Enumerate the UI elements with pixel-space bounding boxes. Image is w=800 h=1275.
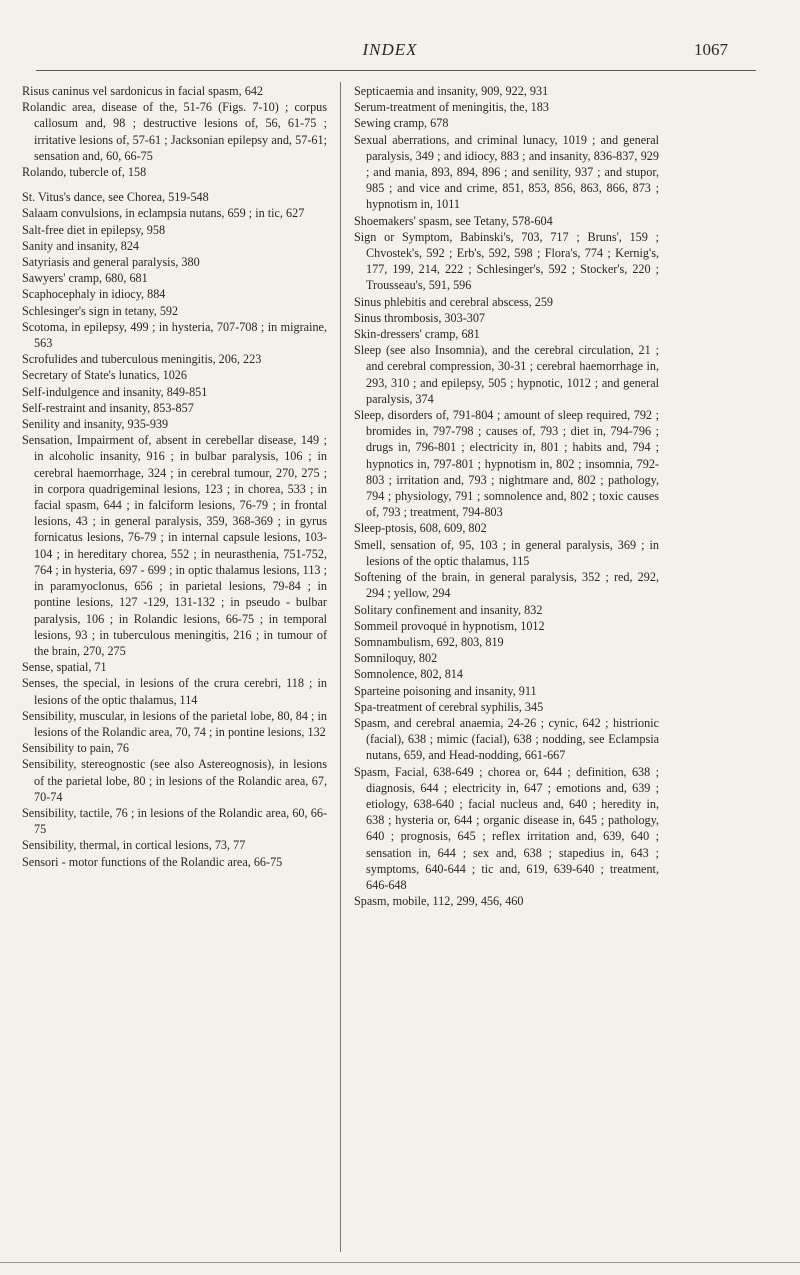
index-entry: Sinus thrombosis, 303-307	[354, 310, 486, 325]
index-entry: Sensibility, muscular, in lesions of the parietal lobe, 80, 84 ; in lesions of the Rolandic area, 70, 74 ; in pontine lesions, 132	[22, 708, 327, 739]
index-entry: Sparteine poisoning and insanity, 911	[354, 683, 537, 698]
bottom-rule	[0, 1262, 800, 1263]
index-entry: Risus caninus vel sardonicus in facial spasm, 642	[22, 84, 264, 98]
index-entry: Sleep-ptosis, 608, 609, 802	[354, 521, 487, 536]
left-index-column	[22, 83, 327, 870]
index-entry: Sleep, disorders of, 791-804 ; amount of sleep required, 792 ; bromides in, 797-798 ; causes of, 793 ; diet in, 794-796 ; drugs in, 796-801 ; electricity in, 801 ; habits and, 794 ; hypnotics in, 797-801 ; hypnotism in, 802 ; insomnia, 792-803 ; irritation and, 793 ; nightmare and, 802 ; pathology, 794 ; physiology, 791 ; somnolence and, 802 ; toxic causes of, 793 ; treatment, 794-803	[354, 408, 659, 520]
index-entry: Rolandic area, disease of the, 51-76 (Figs. 7-10) ; corpus callosum and, 98 ; destructive lesions of, 56, 61-75 ; irritative lesions of, 57-61 ; Jacksonian epilepsy and, 57-61; sensation and, 60, 66-75	[22, 100, 327, 163]
index-entry: Sense, spatial, 71	[22, 660, 107, 675]
index-entry: Skin-dressers' cramp, 681	[354, 327, 480, 342]
index-entry: Self-indulgence and insanity, 849-851	[22, 384, 208, 399]
index-entry: Scrofulides and tuberculous meningitis, 206, 223	[22, 352, 262, 367]
index-entry: Septicaemia and insanity, 909, 922, 931	[354, 84, 549, 98]
header-rule	[36, 70, 756, 71]
index-entry: Serum-treatment of meningitis, the, 183	[354, 100, 549, 115]
index-entry: Scaphocephaly in idiocy, 884	[22, 287, 166, 302]
index-entry: Sign or Symptom, Babinski's, 703, 717 ; Bruns', 159 ; Chvostek's, 592 ; Erb's, 592, 598 ; Flora's, 774 ; Kernig's, 177, 199, 214, 222 ; Schlesinger's, 592 ; Stocker's, 220 ; Trousseau's, 591, 596	[354, 229, 659, 293]
index-entry: Spasm, and cerebral anaemia, 24-26 ; cynic, 642 ; histrionic (facial), 638 ; mimic (facial), 638 ; nodding, see Eclampsia nutans, 659, and Head-nodding, 661-667	[354, 715, 659, 763]
index-entry: Sommeil provoqué in hypnotism, 1012	[354, 618, 545, 633]
index-entry: Sewing cramp, 678	[354, 116, 449, 131]
index-entry: Sinus phlebitis and cerebral abscess, 259	[354, 294, 554, 309]
index-entry: Spasm, mobile, 112, 299, 456, 460	[354, 894, 524, 909]
page-number: 1067	[694, 40, 728, 59]
index-entry: Somniloquy, 802	[354, 651, 438, 666]
index-entry: Sensibility to pain, 76	[22, 741, 129, 756]
index-entry: Somnolence, 802, 814	[354, 667, 463, 682]
index-entry: St. Vitus's dance, see Chorea, 519-548	[22, 190, 209, 205]
right-index-column	[354, 83, 659, 909]
index-entry: Schlesinger's sign in tetany, 592	[22, 303, 179, 318]
index-entry: Sensori - motor functions of the Rolandic area, 66-75	[22, 854, 283, 869]
index-entry: Self-restraint and insanity, 853-857	[22, 400, 194, 415]
index-entry: Salaam convulsions, in eclampsia nutans, 659 ; in tic, 627	[22, 206, 305, 221]
index-entry: Senility and insanity, 935-939	[22, 417, 169, 432]
index-entry: Sensibility, stereognostic (see also Astereognosis), in lesions of the parietal lobe, 80 ; in lesions of the Rolandic area, 67, 70-74	[22, 757, 327, 804]
index-entry: Senses, the special, in lesions of the crura cerebri, 118 ; in lesions of the optic thalamus, 114	[22, 676, 327, 707]
index-entry: Softening of the brain, in general paralysis, 352 ; red, 292, 294 ; yellow, 294	[354, 570, 659, 601]
index-entry: Spasm, Facial, 638-649 ; chorea or, 644 ; definition, 638 ; diagnosis, 644 ; electricity in, 647 ; emotions and, 639 ; etiology, 638-640 ; facial nucleus and, 640 ; heredity in, 638 ; hysteria or, 644 ; organic disease in, 645 ; pathology, 640 ; prognosis, 645 ; reflex irritation and, 639, 640 ; sensation in, 644 ; sex and, 638 ; stapedius in, 643 ; symptoms, 640-644 ; tic and, 619, 639-640 ; treatment, 646-648	[354, 764, 659, 892]
index-entry: Secretary of State's lunatics, 1026	[22, 368, 187, 383]
index-entry: Smell, sensation of, 95, 103 ; in general paralysis, 369 ; in lesions of the optic thalamus, 115	[354, 537, 659, 568]
running-head: INDEX	[362, 40, 418, 59]
index-entry: Sensibility, tactile, 76 ; in lesions of the Rolandic area, 60, 66-75	[22, 805, 327, 837]
index-entry: Solitary confinement and insanity, 832	[354, 602, 543, 617]
index-entry: Shoemakers' spasm, see Tetany, 578-604	[354, 213, 553, 228]
index-entry: Sanity and insanity, 824	[22, 238, 140, 253]
index-entry: Scotoma, in epilepsy, 499 ; in hysteria, 707-708 ; in migraine, 563	[22, 319, 327, 351]
index-entry: Satyriasis and general paralysis, 380	[22, 255, 200, 270]
index-entry: Sensibility, thermal, in cortical lesions, 73, 77	[22, 838, 246, 853]
index-entry: Sleep (see also Insomnia), and the cerebral circulation, 21 ; and cerebral compression, 30-31 ; cerebral haemorrhage in, 293, 310 ; and epilepsy, 505 ; hypnotic, 1012 ; and general paralysis, 374	[354, 343, 659, 406]
index-entry: Sexual aberrations, and criminal lunacy, 1019 ; and general paralysis, 349 ; and idiocy, 883 ; and insanity, 836-837, 929 ; and mania, 893, 894, 896 ; and senility, 937 ; and stupor, 985 ; and vice and crime, 851, 853, 856, 863, 866, 873 ; hypnotism in, 1011	[354, 132, 659, 212]
index-entry: Somnambulism, 692, 803, 819	[354, 634, 504, 649]
index-entry: Sensation, Impairment of, absent in cerebellar disease, 149 ; in alcoholic insanity, 916 ; in bulbar paralysis, 106 ; in cerebral haemorrhage, 324 ; in cerebral tumour, 270, 275 ; in corpora quadrigeminal lesions, 123 ; in chorea, 533 ; in facial spasm, 644 ; in falciform lesions, 76-79 ; in frontal lesions, 43 ; in general paralysis, 359, 368-369 ; in gyrus fornicatus lesions, 76-79 ; in internal capsule lesions, 103-104 ; in hereditary chorea, 552 ; in neurasthenia, 751-752, 764 ; in hysteria, 697 - 699 ; in optic thalamus lesions, 113 ; in paramyoclonus, 656 ; in parietal lesions, 79-84 ; in pontine lesions, 127 -129, 131-132 ; in pseudo - bulbar paralysis, 106 ; in Rolandic lesions, 66-75 ; in temporal lesions, 93 ; in tuberculous meningitis, 216 ; in tumour of the brain, 270, 275	[22, 433, 327, 658]
index-entry: Rolando, tubercle of, 158	[22, 165, 147, 180]
index-entry: Spa-treatment of cerebral syphilis, 345	[354, 699, 544, 714]
index-entry: Sawyers' cramp, 680, 681	[22, 271, 148, 286]
index-entry: Salt-free diet in epilepsy, 958	[22, 222, 166, 237]
column-divider	[340, 82, 341, 1252]
